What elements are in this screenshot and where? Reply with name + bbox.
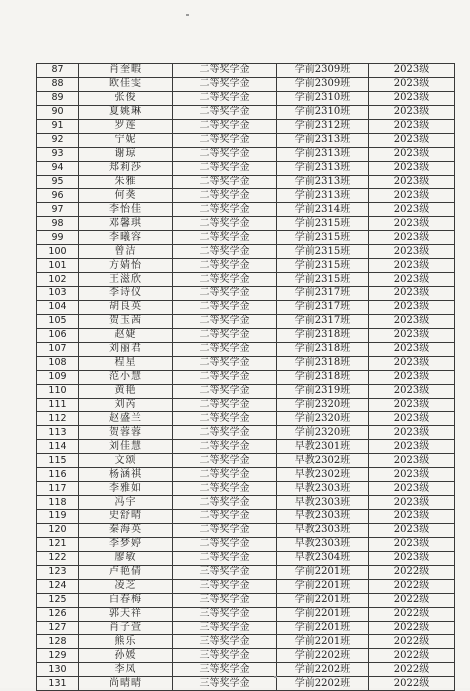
grade-year-cell: 2023级 xyxy=(369,328,455,342)
student-name-cell: 黄艳 xyxy=(79,384,173,398)
table-row xyxy=(37,523,455,537)
table-row xyxy=(37,91,455,105)
class-name-cell: 学前2201班 xyxy=(277,579,369,593)
award-type-cell: 二等奖学金 xyxy=(173,510,277,524)
class-name-cell: 学前2319班 xyxy=(277,384,369,398)
row-number-cell: 95 xyxy=(37,175,79,189)
row-number-cell: 94 xyxy=(37,161,79,175)
award-type-cell: 二等奖学金 xyxy=(173,273,277,287)
student-name-cell: 夏姚琳 xyxy=(79,105,173,119)
award-type-cell: 二等奖学金 xyxy=(173,384,277,398)
award-type-cell: 二等奖学金 xyxy=(173,537,277,551)
row-number-cell: 100 xyxy=(37,245,79,259)
grade-year-cell: 2023级 xyxy=(369,496,455,510)
student-name-cell: 杨涵祺 xyxy=(79,468,173,482)
class-name-cell: 学前2309班 xyxy=(277,64,369,78)
student-name-cell: 曾洁 xyxy=(79,245,173,259)
grade-year-cell: 2023级 xyxy=(369,454,455,468)
row-number-cell: 110 xyxy=(37,384,79,398)
class-name-cell: 学前2202班 xyxy=(277,649,369,663)
grade-year-cell: 2022级 xyxy=(369,565,455,579)
class-name-cell: 学前2318班 xyxy=(277,370,369,384)
row-number-cell: 101 xyxy=(37,259,79,273)
table-row xyxy=(37,384,455,398)
student-name-cell: 孙媛 xyxy=(79,649,173,663)
table-row xyxy=(37,245,455,259)
class-name-cell: 学前2317班 xyxy=(277,287,369,301)
student-name-cell: 肖奎暇 xyxy=(79,64,173,78)
award-type-cell: 二等奖学金 xyxy=(173,245,277,259)
row-number-cell: 122 xyxy=(37,551,79,565)
student-name-cell: 李怡佳 xyxy=(79,203,173,217)
table-body xyxy=(37,64,455,691)
row-number-cell: 111 xyxy=(37,398,79,412)
row-number-cell: 125 xyxy=(37,593,79,607)
grade-year-cell: 2022级 xyxy=(369,621,455,635)
award-type-cell: 二等奖学金 xyxy=(173,440,277,454)
student-name-cell: 方婧怡 xyxy=(79,259,173,273)
student-name-cell: 贺玉茜 xyxy=(79,314,173,328)
table-row xyxy=(37,482,455,496)
row-number-cell: 119 xyxy=(37,510,79,524)
class-name-cell: 学前2317班 xyxy=(277,314,369,328)
award-type-cell: 三等奖学金 xyxy=(173,565,277,579)
class-name-cell: 学前2313班 xyxy=(277,175,369,189)
table-row xyxy=(37,328,455,342)
grade-year-cell: 2023级 xyxy=(369,510,455,524)
grade-year-cell: 2023级 xyxy=(369,245,455,259)
student-name-cell: 罗莲 xyxy=(79,119,173,133)
row-number-cell: 120 xyxy=(37,523,79,537)
class-name-cell: 早教2303班 xyxy=(277,482,369,496)
row-number-cell: 130 xyxy=(37,663,79,677)
student-name-cell: 欧佳雯 xyxy=(79,77,173,91)
grade-year-cell: 2023级 xyxy=(369,468,455,482)
table-row xyxy=(37,77,455,91)
table-row xyxy=(37,356,455,370)
table-row xyxy=(37,300,455,314)
table-row xyxy=(37,273,455,287)
grade-year-cell: 2022级 xyxy=(369,593,455,607)
table-row xyxy=(37,203,455,217)
table-row xyxy=(37,468,455,482)
class-name-cell: 学前2201班 xyxy=(277,593,369,607)
student-name-cell: 刘芮 xyxy=(79,398,173,412)
award-type-cell: 二等奖学金 xyxy=(173,231,277,245)
row-number-cell: 116 xyxy=(37,468,79,482)
award-type-cell: 二等奖学金 xyxy=(173,133,277,147)
table-row xyxy=(37,565,455,579)
table-row xyxy=(37,663,455,677)
student-name-cell: 郭天祥 xyxy=(79,607,173,621)
award-type-cell: 二等奖学金 xyxy=(173,161,277,175)
class-name-cell: 学前2201班 xyxy=(277,607,369,621)
class-name-cell: 学前2201班 xyxy=(277,621,369,635)
award-type-cell: 二等奖学金 xyxy=(173,551,277,565)
student-name-cell: 卢艳倩 xyxy=(79,565,173,579)
row-number-cell: 99 xyxy=(37,231,79,245)
student-name-cell: 王滋欣 xyxy=(79,273,173,287)
row-number-cell: 104 xyxy=(37,300,79,314)
student-name-cell: 张俊 xyxy=(79,91,173,105)
table-row xyxy=(37,412,455,426)
grade-year-cell: 2023级 xyxy=(369,287,455,301)
grade-year-cell: 2023级 xyxy=(369,314,455,328)
class-name-cell: 早教2303班 xyxy=(277,510,369,524)
class-name-cell: 早教2302班 xyxy=(277,468,369,482)
class-name-cell: 早教2301班 xyxy=(277,440,369,454)
scan-speck xyxy=(274,676,277,678)
table-row xyxy=(37,510,455,524)
table-row xyxy=(37,635,455,649)
row-number-cell: 89 xyxy=(37,91,79,105)
class-name-cell: 学前2315班 xyxy=(277,273,369,287)
award-type-cell: 二等奖学金 xyxy=(173,91,277,105)
grade-year-cell: 2023级 xyxy=(369,482,455,496)
table-row xyxy=(37,677,455,691)
student-name-cell: 刘佳慧 xyxy=(79,440,173,454)
award-type-cell: 三等奖学金 xyxy=(173,621,277,635)
row-number-cell: 118 xyxy=(37,496,79,510)
class-name-cell: 学前2317班 xyxy=(277,300,369,314)
table-row xyxy=(37,551,455,565)
award-type-cell: 三等奖学金 xyxy=(173,677,277,691)
award-type-cell: 二等奖学金 xyxy=(173,147,277,161)
award-type-cell: 二等奖学金 xyxy=(173,175,277,189)
student-name-cell: 冯宇 xyxy=(79,496,173,510)
student-name-cell: 李雅如 xyxy=(79,482,173,496)
class-name-cell: 学前2313班 xyxy=(277,189,369,203)
grade-year-cell: 2023级 xyxy=(369,91,455,105)
award-type-cell: 二等奖学金 xyxy=(173,328,277,342)
table-row xyxy=(37,398,455,412)
student-name-cell: 刘丽君 xyxy=(79,342,173,356)
student-name-cell: 宁妮 xyxy=(79,133,173,147)
table-row xyxy=(37,259,455,273)
grade-year-cell: 2023级 xyxy=(369,77,455,91)
table-row xyxy=(37,607,455,621)
row-number-cell: 129 xyxy=(37,649,79,663)
grade-year-cell: 2023级 xyxy=(369,147,455,161)
award-type-cell: 二等奖学金 xyxy=(173,259,277,273)
student-name-cell: 何䶮 xyxy=(79,189,173,203)
award-type-cell: 二等奖学金 xyxy=(173,203,277,217)
scholarship-table xyxy=(36,63,455,691)
grade-year-cell: 2023级 xyxy=(369,398,455,412)
student-name-cell: 李梦婷 xyxy=(79,537,173,551)
student-name-cell: 文颂 xyxy=(79,454,173,468)
row-number-cell: 97 xyxy=(37,203,79,217)
grade-year-cell: 2023级 xyxy=(369,273,455,287)
class-name-cell: 早教2304班 xyxy=(277,551,369,565)
award-type-cell: 二等奖学金 xyxy=(173,454,277,468)
row-number-cell: 91 xyxy=(37,119,79,133)
row-number-cell: 127 xyxy=(37,621,79,635)
row-number-cell: 93 xyxy=(37,147,79,161)
row-number-cell: 90 xyxy=(37,105,79,119)
class-name-cell: 学前2314班 xyxy=(277,203,369,217)
table-row xyxy=(37,119,455,133)
grade-year-cell: 2023级 xyxy=(369,537,455,551)
row-number-cell: 102 xyxy=(37,273,79,287)
grade-year-cell: 2023级 xyxy=(369,426,455,440)
row-number-cell: 107 xyxy=(37,342,79,356)
table-row xyxy=(37,189,455,203)
grade-year-cell: 2023级 xyxy=(369,384,455,398)
award-type-cell: 二等奖学金 xyxy=(173,468,277,482)
class-name-cell: 早教2302班 xyxy=(277,454,369,468)
table-row xyxy=(37,621,455,635)
row-number-cell: 126 xyxy=(37,607,79,621)
row-number-cell: 113 xyxy=(37,426,79,440)
class-name-cell: 学前2315班 xyxy=(277,259,369,273)
class-name-cell: 早教2303班 xyxy=(277,537,369,551)
row-number-cell: 124 xyxy=(37,579,79,593)
grade-year-cell: 2023级 xyxy=(369,370,455,384)
award-type-cell: 二等奖学金 xyxy=(173,523,277,537)
student-name-cell: 李诗仪 xyxy=(79,287,173,301)
class-name-cell: 学前2201班 xyxy=(277,565,369,579)
award-type-cell: 二等奖学金 xyxy=(173,370,277,384)
student-name-cell: 秦海英 xyxy=(79,523,173,537)
table-row xyxy=(37,105,455,119)
award-type-cell: 二等奖学金 xyxy=(173,77,277,91)
award-type-cell: 二等奖学金 xyxy=(173,119,277,133)
class-name-cell: 学前2320班 xyxy=(277,398,369,412)
table-row xyxy=(37,593,455,607)
row-number-cell: 108 xyxy=(37,356,79,370)
student-name-cell: 熊乐 xyxy=(79,635,173,649)
table-row xyxy=(37,175,455,189)
student-name-cell: 郑莉莎 xyxy=(79,161,173,175)
student-name-cell: 赵盛兰 xyxy=(79,412,173,426)
student-name-cell: 程星 xyxy=(79,356,173,370)
award-type-cell: 三等奖学金 xyxy=(173,593,277,607)
grade-year-cell: 2023级 xyxy=(369,440,455,454)
grade-year-cell: 2023级 xyxy=(369,119,455,133)
grade-year-cell: 2022级 xyxy=(369,677,455,691)
row-number-cell: 98 xyxy=(37,217,79,231)
row-number-cell: 88 xyxy=(37,77,79,91)
grade-year-cell: 2023级 xyxy=(369,551,455,565)
award-type-cell: 二等奖学金 xyxy=(173,64,277,78)
grade-year-cell: 2023级 xyxy=(369,342,455,356)
table-row xyxy=(37,440,455,454)
row-number-cell: 117 xyxy=(37,482,79,496)
table-row xyxy=(37,537,455,551)
table-row xyxy=(37,147,455,161)
table-row xyxy=(37,314,455,328)
grade-year-cell: 2023级 xyxy=(369,523,455,537)
student-name-cell: 胡良英 xyxy=(79,300,173,314)
table-row xyxy=(37,133,455,147)
student-name-cell: 尚晴晴 xyxy=(79,677,173,691)
award-type-cell: 二等奖学金 xyxy=(173,314,277,328)
award-type-cell: 三等奖学金 xyxy=(173,649,277,663)
student-name-cell: 廖敏 xyxy=(79,551,173,565)
class-name-cell: 学前2202班 xyxy=(277,663,369,677)
grade-year-cell: 2023级 xyxy=(369,356,455,370)
student-name-cell: 朱雅 xyxy=(79,175,173,189)
grade-year-cell: 2022级 xyxy=(369,579,455,593)
class-name-cell: 学前2312班 xyxy=(277,119,369,133)
student-name-cell: 肖子萱 xyxy=(79,621,173,635)
student-name-cell: 凌芝 xyxy=(79,579,173,593)
table-row xyxy=(37,426,455,440)
class-name-cell: 学前2315班 xyxy=(277,231,369,245)
table-row xyxy=(37,342,455,356)
table-row xyxy=(37,649,455,663)
row-number-cell: 103 xyxy=(37,287,79,301)
student-name-cell: 史舒晴 xyxy=(79,510,173,524)
table-row xyxy=(37,454,455,468)
grade-year-cell: 2023级 xyxy=(369,189,455,203)
row-number-cell: 105 xyxy=(37,314,79,328)
award-type-cell: 二等奖学金 xyxy=(173,356,277,370)
grade-year-cell: 2023级 xyxy=(369,412,455,426)
table-row xyxy=(37,287,455,301)
student-name-cell: 李凤 xyxy=(79,663,173,677)
grade-year-cell: 2023级 xyxy=(369,300,455,314)
class-name-cell: 早教2303班 xyxy=(277,523,369,537)
row-number-cell: 115 xyxy=(37,454,79,468)
class-name-cell: 学前2318班 xyxy=(277,342,369,356)
award-type-cell: 三等奖学金 xyxy=(173,663,277,677)
student-name-cell: 邓馨琪 xyxy=(79,217,173,231)
table-row xyxy=(37,496,455,510)
table-row xyxy=(37,64,455,78)
class-name-cell: 学前2309班 xyxy=(277,77,369,91)
class-name-cell: 学前2318班 xyxy=(277,328,369,342)
award-type-cell: 二等奖学金 xyxy=(173,398,277,412)
student-name-cell: 范小慧 xyxy=(79,370,173,384)
class-name-cell: 学前2310班 xyxy=(277,91,369,105)
table-row xyxy=(37,161,455,175)
row-number-cell: 96 xyxy=(37,189,79,203)
row-number-cell: 92 xyxy=(37,133,79,147)
scan-speck xyxy=(186,14,189,16)
class-name-cell: 学前2313班 xyxy=(277,133,369,147)
grade-year-cell: 2023级 xyxy=(369,133,455,147)
class-name-cell: 早教2303班 xyxy=(277,496,369,510)
award-type-cell: 三等奖学金 xyxy=(173,635,277,649)
class-name-cell: 学前2313班 xyxy=(277,147,369,161)
row-number-cell: 109 xyxy=(37,370,79,384)
table-row xyxy=(37,579,455,593)
row-number-cell: 123 xyxy=(37,565,79,579)
student-name-cell: 贺蓉蓉 xyxy=(79,426,173,440)
grade-year-cell: 2022级 xyxy=(369,635,455,649)
class-name-cell: 学前2201班 xyxy=(277,635,369,649)
award-type-cell: 二等奖学金 xyxy=(173,482,277,496)
grade-year-cell: 2023级 xyxy=(369,64,455,78)
grade-year-cell: 2023级 xyxy=(369,161,455,175)
row-number-cell: 128 xyxy=(37,635,79,649)
grade-year-cell: 2023级 xyxy=(369,105,455,119)
table-row xyxy=(37,231,455,245)
class-name-cell: 学前2315班 xyxy=(277,245,369,259)
student-name-cell: 赵婕 xyxy=(79,328,173,342)
grade-year-cell: 2022级 xyxy=(369,649,455,663)
award-type-cell: 二等奖学金 xyxy=(173,105,277,119)
row-number-cell: 131 xyxy=(37,677,79,691)
award-type-cell: 三等奖学金 xyxy=(173,579,277,593)
award-type-cell: 二等奖学金 xyxy=(173,287,277,301)
award-type-cell: 二等奖学金 xyxy=(173,300,277,314)
award-type-cell: 二等奖学金 xyxy=(173,189,277,203)
award-type-cell: 二等奖学金 xyxy=(173,217,277,231)
student-name-cell: 谢琼 xyxy=(79,147,173,161)
grade-year-cell: 2023级 xyxy=(369,231,455,245)
table-row xyxy=(37,370,455,384)
class-name-cell: 学前2315班 xyxy=(277,217,369,231)
grade-year-cell: 2023级 xyxy=(369,175,455,189)
award-type-cell: 二等奖学金 xyxy=(173,496,277,510)
grade-year-cell: 2023级 xyxy=(369,203,455,217)
class-name-cell: 学前2310班 xyxy=(277,105,369,119)
award-type-cell: 三等奖学金 xyxy=(173,607,277,621)
row-number-cell: 114 xyxy=(37,440,79,454)
grade-year-cell: 2023级 xyxy=(369,259,455,273)
class-name-cell: 学前2320班 xyxy=(277,426,369,440)
class-name-cell: 学前2202班 xyxy=(277,677,369,691)
class-name-cell: 学前2313班 xyxy=(277,161,369,175)
class-name-cell: 学前2318班 xyxy=(277,356,369,370)
student-name-cell: 白春梅 xyxy=(79,593,173,607)
row-number-cell: 121 xyxy=(37,537,79,551)
row-number-cell: 106 xyxy=(37,328,79,342)
student-name-cell: 李曦容 xyxy=(79,231,173,245)
award-type-cell: 二等奖学金 xyxy=(173,426,277,440)
row-number-cell: 87 xyxy=(37,64,79,78)
award-type-cell: 二等奖学金 xyxy=(173,342,277,356)
class-name-cell: 学前2320班 xyxy=(277,412,369,426)
grade-year-cell: 2022级 xyxy=(369,663,455,677)
table-row xyxy=(37,217,455,231)
grade-year-cell: 2023级 xyxy=(369,217,455,231)
award-type-cell: 二等奖学金 xyxy=(173,412,277,426)
row-number-cell: 112 xyxy=(37,412,79,426)
grade-year-cell: 2022级 xyxy=(369,607,455,621)
